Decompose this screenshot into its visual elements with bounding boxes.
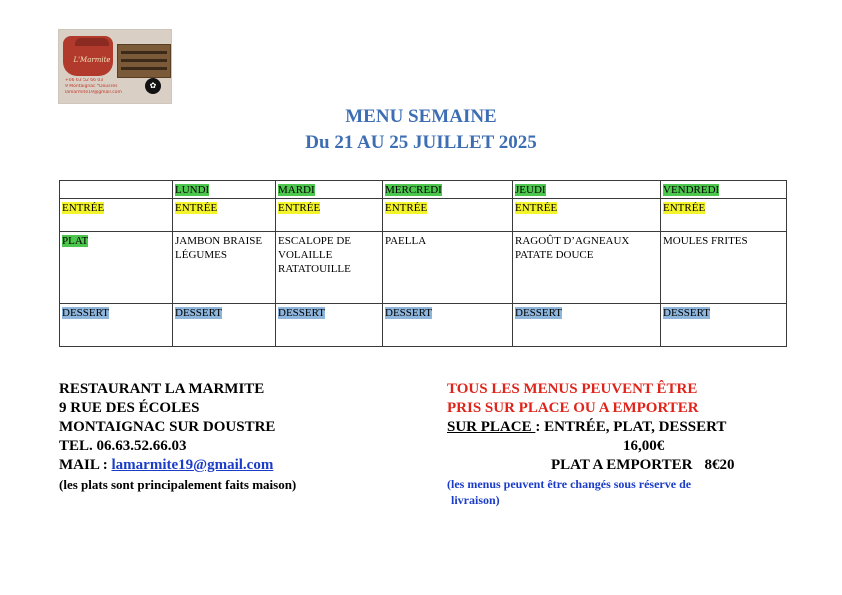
dessert-cell [383, 304, 513, 347]
building-row [121, 67, 167, 70]
restaurant-phone: TEL. 06.63.52.66.03 [59, 438, 187, 454]
plat-line: LÉGUMES [175, 249, 227, 261]
entree-label: ENTRÉE [278, 202, 321, 214]
row-label: ENTRÉE [62, 202, 105, 214]
day-header [276, 181, 383, 199]
entree-cell [383, 199, 513, 232]
restaurant-address: 9 RUE DES ÉCOLES [59, 400, 200, 416]
plat-line: MOULES FRITES [663, 235, 748, 247]
cooking-pot-icon [63, 36, 113, 76]
restaurant-city: MONTAIGNAC SUR DOUSTRE [59, 419, 276, 435]
qr-badge-icon: ✿ [145, 78, 161, 94]
restaurant-mail [59, 456, 296, 475]
offer-line: PRIS SUR PLACE OU A EMPORTER [447, 400, 699, 416]
building-row [121, 51, 167, 54]
offer-info [447, 380, 747, 508]
emporter-line [447, 456, 747, 475]
restaurant-name: RESTAURANT LA MARMITE [59, 381, 265, 397]
day-header [513, 181, 661, 199]
restaurant-info [59, 380, 296, 494]
sur-place-label: SUR PLACE [447, 419, 536, 435]
day-header [383, 181, 513, 199]
table-corner-cell [60, 181, 173, 199]
day-label: VENDREDI [663, 184, 720, 196]
plat-cell-lundi [173, 232, 276, 304]
dessert-cell [513, 304, 661, 347]
sur-place-line [447, 418, 747, 437]
dessert-label: DESSERT [175, 307, 223, 319]
building-row [121, 59, 167, 62]
restaurant-building-image [117, 44, 171, 78]
table-header-row [60, 181, 787, 199]
logo-info-line: lamarmite19@gmail.com [65, 90, 122, 95]
entree-cell [661, 199, 787, 232]
offer-line: TOUS LES MENUS PEUVENT ÊTRE [447, 381, 698, 397]
plat-line: PAELLA [385, 235, 427, 247]
plat-line: RAGOÛT D’AGNEAUX [515, 235, 630, 247]
plat-line: RATATOUILLE [278, 263, 351, 275]
dessert-label: DESSERT [663, 307, 711, 319]
entree-cell [173, 199, 276, 232]
plat-line: PATATE DOUCE [515, 249, 594, 261]
table-row-entree [60, 199, 787, 232]
dessert-cell [661, 304, 787, 347]
day-label: MARDI [278, 184, 315, 196]
homemade-note: (les plats sont principalement faits maison) [59, 477, 297, 492]
row-label: PLAT [62, 235, 89, 247]
logo-script-text: L'Marmite [73, 56, 111, 64]
pot-lid [75, 38, 109, 46]
plat-cell-jeudi [513, 232, 661, 304]
table-row-plat [60, 232, 787, 304]
row-label-cell [60, 232, 173, 304]
logo-info-line: 9 Montaignac *Dousres [65, 84, 118, 89]
entree-cell [513, 199, 661, 232]
day-label: LUNDI [175, 184, 210, 196]
weekly-menu-table [59, 180, 787, 347]
emporter-label: PLAT A EMPORTER [551, 457, 693, 473]
restaurant-logo [58, 29, 172, 104]
day-header [661, 181, 787, 199]
sur-place-price: 16,00€ [623, 438, 665, 454]
entree-label: ENTRÉE [385, 202, 428, 214]
entree-label: ENTRÉE [663, 202, 706, 214]
row-label-cell [60, 199, 173, 232]
plat-line: VOLAILLE [278, 249, 333, 261]
mail-link[interactable]: lamarmite19@gmail.com [111, 457, 274, 473]
row-label: DESSERT [62, 307, 110, 319]
entree-cell [276, 199, 383, 232]
plat-line: ESCALOPE DE [278, 235, 352, 247]
plat-cell-mardi [276, 232, 383, 304]
sur-place-detail: : ENTRÉE, PLAT, DESSERT [535, 419, 727, 435]
mail-label: MAIL : [59, 457, 112, 473]
disclaimer-line: livraison) [451, 493, 500, 507]
logo-info-line: +06 63 52 66 03 [65, 78, 104, 83]
day-header [173, 181, 276, 199]
plat-cell-vendredi [661, 232, 787, 304]
entree-label: ENTRÉE [175, 202, 218, 214]
table-row-dessert [60, 304, 787, 347]
dessert-label: DESSERT [385, 307, 433, 319]
dessert-label: DESSERT [515, 307, 563, 319]
row-label-cell [60, 304, 173, 347]
plat-cell-mercredi [383, 232, 513, 304]
dessert-cell [173, 304, 276, 347]
disclaimer-line: (les menus peuvent être changés sous réserve de [447, 477, 692, 491]
emporter-price: 8€20 [704, 457, 735, 473]
menu-date-range: Du 21 AU 25 JUILLET 2025 [305, 132, 537, 153]
dessert-cell [276, 304, 383, 347]
plat-line: JAMBON BRAISE [175, 235, 263, 247]
entree-label: ENTRÉE [515, 202, 558, 214]
logo-info [65, 78, 139, 96]
menu-title: MENU SEMAINE [345, 106, 497, 127]
day-label: JEUDI [515, 184, 546, 196]
dessert-label: DESSERT [278, 307, 326, 319]
day-label: MERCREDI [385, 184, 442, 196]
